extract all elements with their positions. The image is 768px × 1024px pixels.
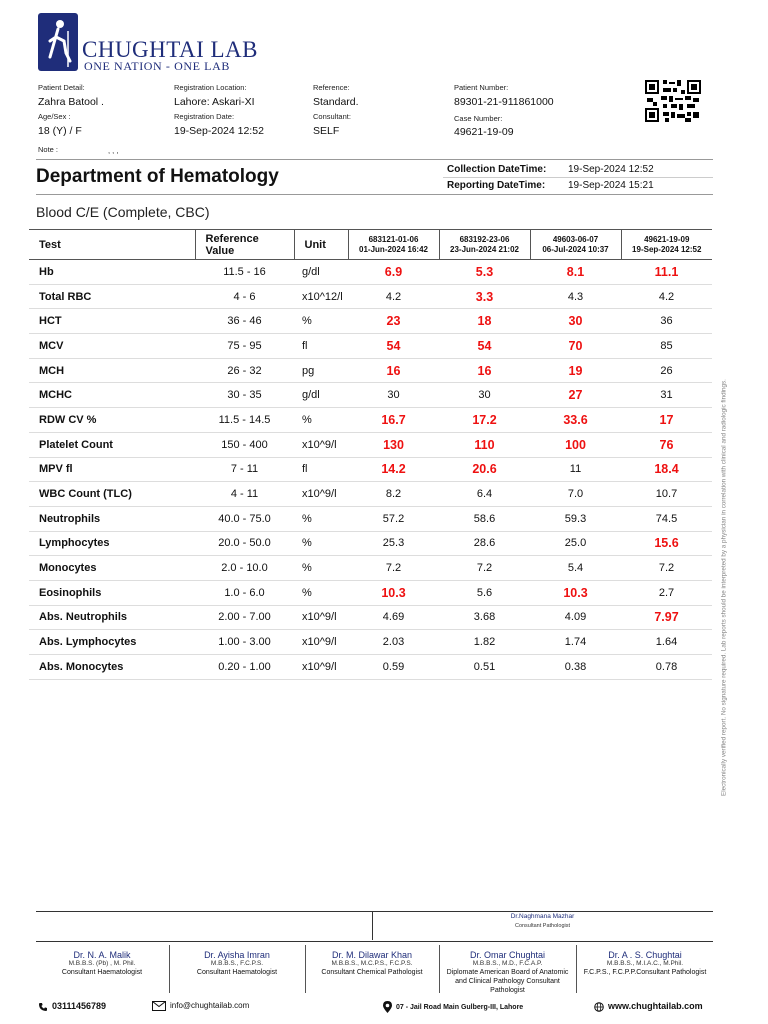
result-value: 10.7 [621,482,712,507]
department-title: Department of Hematology [36,166,279,187]
test-name: MCHC [29,383,195,408]
reference-range: 4 - 6 [195,284,294,309]
table-row [29,408,712,433]
patient-detail-label: Patient Detail: [38,83,85,92]
doctor-name: Dr. M. Dilawar Khan [331,950,413,960]
unit: x10^9/l [294,605,348,630]
result-value: 110 [439,432,530,457]
reg-location-label: Registration Location: [174,83,247,92]
doctor-5 [577,950,713,977]
unit: % [294,506,348,531]
doctor-quals: M.B.B.S., M.D., F.C.A.P. [472,960,543,967]
result-value: 4.3 [530,284,621,309]
doctor-role: Diplomate American Board of Anatomic and Clinical Pathology Consultant Pathologist [446,969,569,994]
collection-label: Collection DateTime: [447,164,547,175]
result-value: 20.6 [439,457,530,482]
table-row [29,655,712,680]
doctor-role: Consultant Haematologist [196,969,278,976]
doctor-quals: M.B.B.S., M.C.P.S., F.C.P.S. [331,960,413,967]
unit: % [294,580,348,605]
result-value: 18.4 [621,457,712,482]
doctor-3 [306,950,438,977]
result-value: 100 [530,432,621,457]
consultant-label: Consultant: [313,112,351,121]
location-pin-icon [383,1001,392,1013]
test-name: MCH [29,358,195,383]
email-icon [152,1001,166,1011]
sample-date: 23-Jun-2024 21:02 [450,244,519,254]
reference-range: 2.00 - 7.00 [195,605,294,630]
col-header-sample-1 [348,230,439,260]
case-number-value: 49621-19-09 [454,126,514,138]
result-value: 7.97 [621,605,712,630]
doctor-role: Consultant Haematologist [61,969,143,976]
test-name: RDW CV % [29,408,195,433]
test-name: Abs. Neutrophils [29,605,195,630]
result-value: 0.59 [348,655,439,680]
reference-range: 1.00 - 3.00 [195,630,294,655]
result-value: 30 [439,383,530,408]
result-value: 30 [348,383,439,408]
unit: % [294,531,348,556]
result-value: 36 [621,309,712,334]
result-value: 7.2 [348,556,439,581]
header-divider [36,159,713,160]
patient-number-value: 89301-21-911861000 [454,96,554,108]
reference-range: 40.0 - 75.0 [195,506,294,531]
test-name: Total RBC [29,284,195,309]
result-value: 31 [621,383,712,408]
patient-name: Zahra Batool . [38,96,104,108]
reference-range: 11.5 - 14.5 [195,408,294,433]
agesex-label: Age/Sex : [38,112,71,121]
result-value: 4.69 [348,605,439,630]
result-value: 17.2 [439,408,530,433]
sample-id: 683121-01-06 [368,234,419,244]
sample-date: 01-Jun-2024 16:42 [359,244,428,254]
unit: fl [294,457,348,482]
result-value: 17 [621,408,712,433]
result-value: 70 [530,334,621,359]
reporting-label: Reporting DateTime: [447,180,546,191]
unit: fl [294,334,348,359]
test-name: Hb [29,260,195,285]
consultant-value: SELF [313,125,340,137]
reference-range: 7 - 11 [195,457,294,482]
reference-range: 26 - 32 [195,358,294,383]
col-header-unit: Unit [294,230,348,260]
result-value: 14.2 [348,457,439,482]
result-value: 25.0 [530,531,621,556]
contact-website[interactable] [594,1001,703,1012]
sample-id: 49621-19-09 [644,234,690,244]
col-header-reference: Reference Value [195,230,294,260]
doctor-name: Dr. Ayisha Imran [204,950,270,960]
result-value: 54 [348,334,439,359]
result-value: 25.3 [348,531,439,556]
test-name: Platelet Count [29,432,195,457]
contact-address [383,1001,523,1013]
test-name: Lymphocytes [29,531,195,556]
result-value: 16 [439,358,530,383]
reference-range: 75 - 95 [195,334,294,359]
table-row [29,531,712,556]
result-value: 58.6 [439,506,530,531]
sample-date: 06-Jul-2024 10:37 [542,244,609,254]
unit: % [294,408,348,433]
test-name: Neutrophils [29,506,195,531]
result-value: 8.1 [530,260,621,285]
globe-icon [594,1002,604,1012]
qr-code-icon [645,80,701,122]
test-name: Abs. Monocytes [29,655,195,680]
result-value: 2.03 [348,630,439,655]
unit: x10^9/l [294,432,348,457]
result-value: 33.6 [530,408,621,433]
result-value: 19 [530,358,621,383]
test-name: Eosinophils [29,580,195,605]
agesex-value: 18 (Y) / F [38,125,82,137]
table-row [29,260,712,285]
reference-range: 1.0 - 6.0 [195,580,294,605]
doctor-name: Dr. Omar Chughtai [469,950,546,960]
result-value: 26 [621,358,712,383]
table-row [29,605,712,630]
table-row [29,383,712,408]
col-header-sample-4 [621,230,712,260]
result-value: 6.9 [348,260,439,285]
result-value: 10.3 [530,580,621,605]
datetime-divider [443,177,713,178]
reference-range: 2.0 - 10.0 [195,556,294,581]
result-value: 0.78 [621,655,712,680]
result-value: 16 [348,358,439,383]
table-row [29,482,712,507]
reference-range: 0.20 - 1.00 [195,655,294,680]
doctor-role: Consultant Chemical Pathologist [321,969,423,976]
test-name: Monocytes [29,556,195,581]
brand-name: CHUGHTAI LAB [82,37,259,62]
reference-value: Standard. [313,96,359,108]
test-name: MCV [29,334,195,359]
reference-range: 20.0 - 50.0 [195,531,294,556]
note-value: , , , [108,146,119,155]
brand-tagline: ONE NATION - ONE LAB [84,59,230,73]
result-value: 8.2 [348,482,439,507]
unit: % [294,556,348,581]
reg-location-value: Lahore: Askari-XI [174,96,255,108]
contact-phone[interactable] [38,1001,106,1012]
address-text: 07 - Jail Road Main Gulberg-III, Lahore [396,1003,524,1011]
table-row [29,309,712,334]
table-row [29,457,712,482]
result-value: 59.3 [530,506,621,531]
result-value: 2.7 [621,580,712,605]
result-value: 54 [439,334,530,359]
reference-label: Reference: [313,83,350,92]
col-header-test: Test [29,230,195,260]
result-value: 85 [621,334,712,359]
results-table [29,229,712,680]
result-value: 1.74 [530,630,621,655]
sample-date: 19-Sep-2024 12:52 [632,244,702,254]
reference-range: 150 - 400 [195,432,294,457]
reference-range: 36 - 46 [195,309,294,334]
table-row [29,334,712,359]
doctor-role: F.C.P.S., F.C.P.P.Consultant Pathologist [583,969,707,976]
table-header-row [29,230,712,260]
unit: g/dl [294,383,348,408]
result-value: 7.2 [439,556,530,581]
reporting-value: 19-Sep-2024 15:21 [568,180,654,191]
test-name: WBC Count (TLC) [29,482,195,507]
result-value: 30 [530,309,621,334]
result-value: 11.1 [621,260,712,285]
walking-man-logo-icon [38,13,78,71]
table-row [29,506,712,531]
result-value: 4.2 [621,284,712,309]
test-name: MPV fl [29,457,195,482]
result-value: 0.38 [530,655,621,680]
col-header-sample-3 [530,230,621,260]
unit: % [294,309,348,334]
reference-range: 30 - 35 [195,383,294,408]
test-name: Abs. Lymphocytes [29,630,195,655]
table-row [29,630,712,655]
result-value: 11 [530,457,621,482]
email-address: info@chughtailab.com [170,1001,250,1011]
result-value: 6.4 [439,482,530,507]
reg-date-label: Registration Date: [174,112,235,121]
result-value: 23 [348,309,439,334]
result-value: 57.2 [348,506,439,531]
signatory-name: Dr.Naghmana Mazhar [510,913,575,920]
result-value: 5.4 [530,556,621,581]
test-panel-title: Blood C/E (Complete, CBC) [36,204,210,220]
result-value: 7.2 [621,556,712,581]
result-value: 3.68 [439,605,530,630]
doctor-quals: M.B.B.S. (Pb) , M. Phil. [68,960,136,967]
col-header-sample-2 [439,230,530,260]
unit: x10^9/l [294,482,348,507]
table-row [29,556,712,581]
reference-range: 11.5 - 16 [195,260,294,285]
doctor-4 [440,950,575,995]
doctor-name: Dr. N. A. Malik [73,950,131,960]
result-value: 1.64 [621,630,712,655]
reg-date-value: 19-Sep-2024 12:52 [174,125,264,137]
phone-number: 03111456789 [52,1001,107,1011]
result-value: 28.6 [439,531,530,556]
result-value: 0.51 [439,655,530,680]
doctor-quals: M.B.B.S., M.I.A.C., M.Phil. [606,960,684,967]
result-value: 16.7 [348,408,439,433]
doctor-name: Dr. A . S. Chughtai [608,950,682,960]
unit: x10^9/l [294,655,348,680]
unit: x10^9/l [294,630,348,655]
result-value: 4.09 [530,605,621,630]
signatory-title: Consultant Pathologist [514,923,571,929]
result-value: 130 [348,432,439,457]
result-value: 27 [530,383,621,408]
result-value: 5.6 [439,580,530,605]
result-value: 18 [439,309,530,334]
reference-range: 4 - 11 [195,482,294,507]
result-value: 10.3 [348,580,439,605]
result-value: 3.3 [439,284,530,309]
result-value: 4.2 [348,284,439,309]
case-number-label: Case Number: [454,114,503,123]
result-value: 1.82 [439,630,530,655]
department-divider [36,194,713,195]
result-value: 15.6 [621,531,712,556]
phone-icon [38,1002,48,1012]
unit: g/dl [294,260,348,285]
table-row [29,284,712,309]
result-value: 74.5 [621,506,712,531]
result-value: 5.3 [439,260,530,285]
unit: x10^12/l [294,284,348,309]
collection-value: 19-Sep-2024 12:52 [568,164,654,175]
test-name: HCT [29,309,195,334]
result-value: 7.0 [530,482,621,507]
contact-email[interactable] [152,1001,249,1011]
table-row [29,580,712,605]
unit: pg [294,358,348,383]
table-row [29,432,712,457]
sample-id: 683192-23-06 [459,234,510,244]
lab-logo [38,13,78,71]
side-disclaimer [719,287,728,799]
patient-number-label: Patient Number: [454,83,509,92]
doctor-quals: M.B.B.S., F.C.P.S. [210,960,264,967]
sample-id: 49603-06-07 [552,234,599,244]
side-disclaimer-text: Electronically verified report. No signature required. Lab reports should be interpreted by a physician in correlation with clinical and radiologic findings. [720,379,728,796]
doctor-1 [36,950,168,977]
doctor-2 [170,950,304,977]
table-row [29,358,712,383]
note-label: Note : [38,145,59,154]
website-url: www.chughtailab.com [608,1001,703,1011]
result-value: 76 [621,432,712,457]
